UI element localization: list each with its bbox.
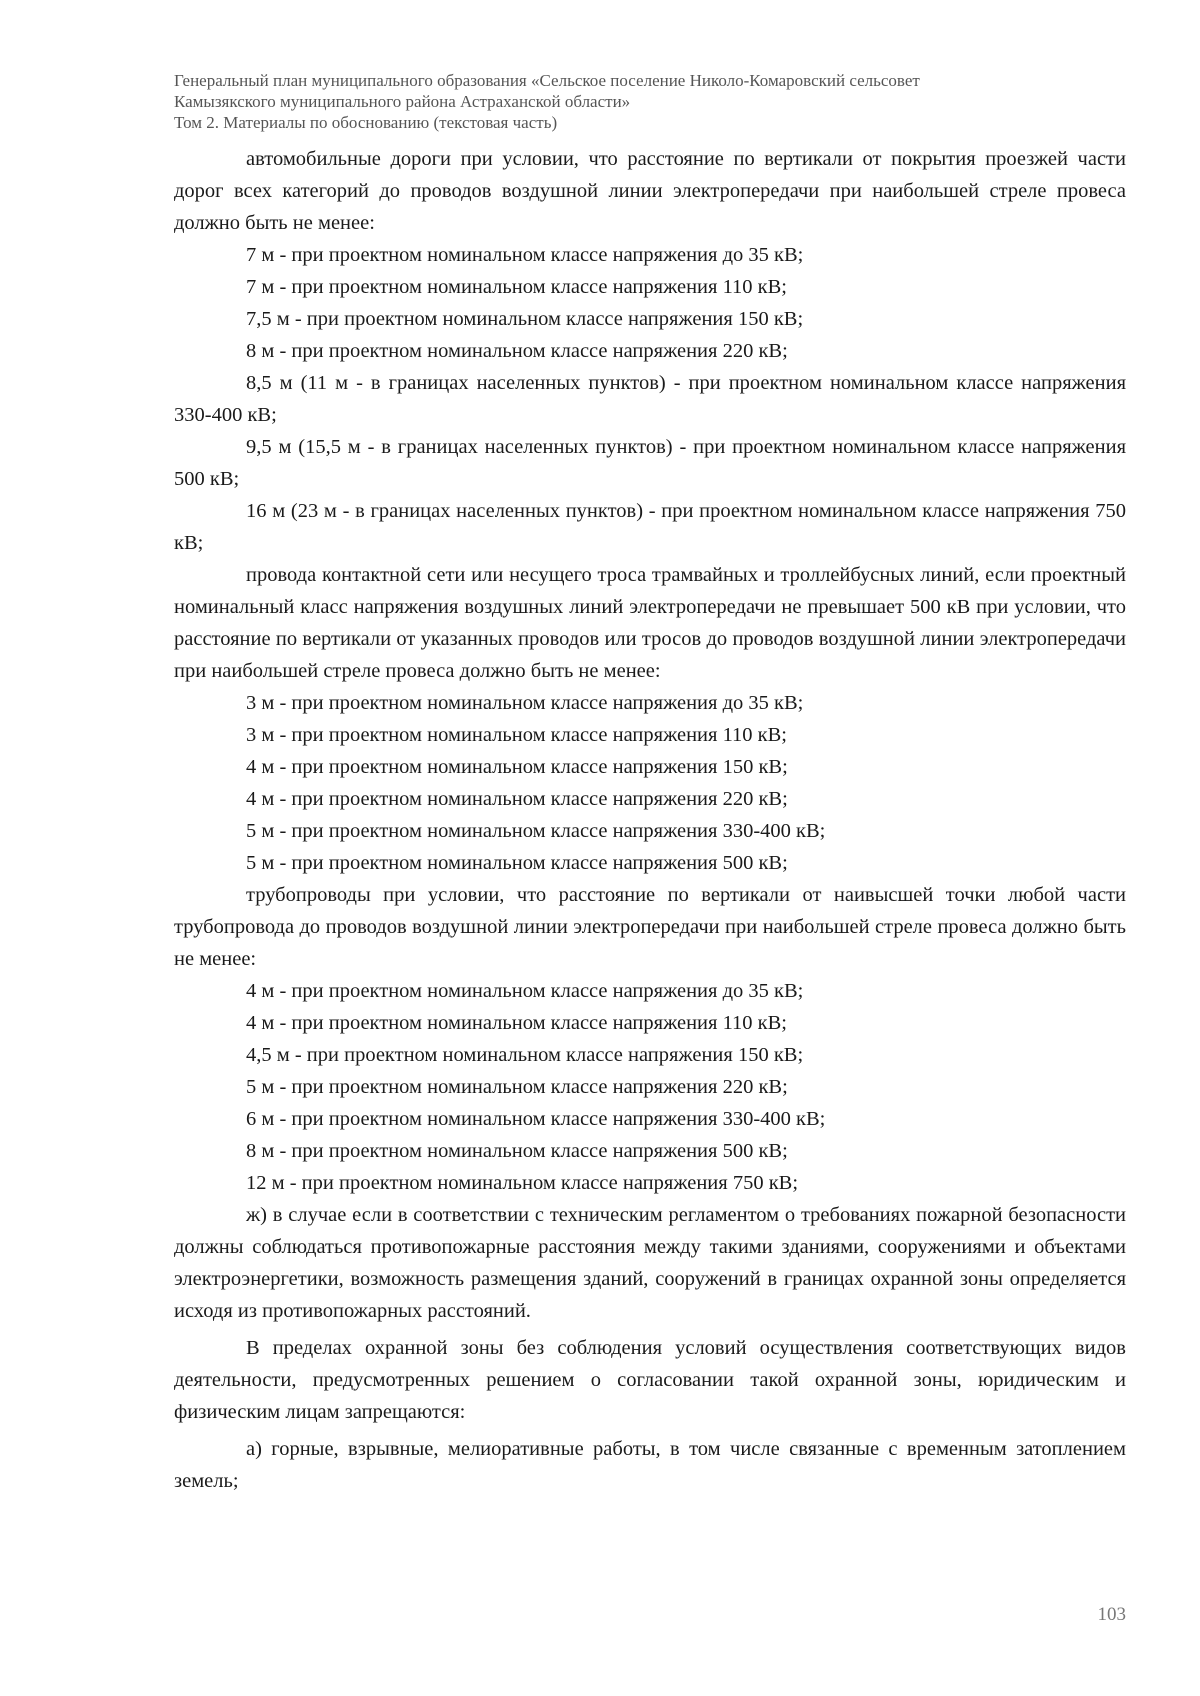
list-item: 3 м - при проектном номинальном классе напряжения 110 кВ; xyxy=(246,724,788,746)
header-line-1: Генеральный план муниципального образования «Сельское поселение Николо-Комаровский сельсовет xyxy=(174,71,920,90)
list-item: 5 м - при проектном номинальном классе напряжения 330-400 кВ; xyxy=(246,820,826,842)
paragraph-mining-works: а) горные, взрывные, мелиоративные работы, в том числе связанные с временным затоплением земель; xyxy=(174,1438,1126,1492)
list-item: 4 м - при проектном номинальном классе напряжения 110 кВ; xyxy=(246,1012,788,1034)
list-item: 7,5 м - при проектном номинальном классе напряжения 150 кВ; xyxy=(246,308,804,330)
document-header xyxy=(174,70,1126,133)
list-item: 12 м - при проектном номинальном классе напряжения 750 кВ; xyxy=(246,1172,799,1194)
list-item: 4,5 м - при проектном номинальном классе напряжения 150 кВ; xyxy=(246,1044,804,1066)
paragraph-prohibitions: В пределах охранной зоны без соблюдения условий осуществления соответствующих видов деятельности, предусмотренных решением о согласовании такой охранной зоны, юридическим и физическим лицам запрещаются: xyxy=(174,1337,1126,1423)
list-item: 8 м - при проектном номинальном классе напряжения 220 кВ; xyxy=(246,340,788,362)
page-number: 103 xyxy=(1097,1604,1126,1625)
paragraph-contact-network: провода контактной сети или несущего троса трамвайных и троллейбусных линий, если проектный номинальный класс напряжения воздушных линий электропередачи не превышает 500 кВ при условии, что расстояние по вертикали от указанных проводов или тросов до проводов воздушной линии электропередачи при наибольшей стреле провеса должно быть не менее: xyxy=(174,564,1126,682)
header-line-3: Том 2. Материалы по обоснованию (текстовая часть) xyxy=(174,113,558,132)
list-item: 5 м - при проектном номинальном классе напряжения 500 кВ; xyxy=(246,852,788,874)
list-item: 4 м - при проектном номинальном классе напряжения 150 кВ; xyxy=(246,756,788,778)
list-item: 5 м - при проектном номинальном классе напряжения 220 кВ; xyxy=(246,1076,788,1098)
list-item: 8,5 м (11 м - в границах населенных пунктов) - при проектном номинальном классе напряжения 330-400 кВ; xyxy=(174,372,1126,426)
list-item: 3 м - при проектном номинальном классе напряжения до 35 кВ; xyxy=(246,692,804,714)
list-item: 6 м - при проектном номинальном классе напряжения 330-400 кВ; xyxy=(246,1108,826,1130)
list-item: 16 м (23 м - в границах населенных пунктов) - при проектном номинальном классе напряжения 750 кВ; xyxy=(174,500,1126,554)
list-item: 9,5 м (15,5 м - в границах населенных пунктов) - при проектном номинальном классе напряжения 500 кВ; xyxy=(174,436,1126,490)
document-body xyxy=(174,143,1126,1497)
paragraph-roads-intro: автомобильные дороги при условии, что расстояние по вертикали от покрытия проезжей части дорог всех категорий до проводов воздушной линии электропередачи при наибольшей стреле провеса должно быть не менее: xyxy=(174,148,1126,234)
paragraph-pipelines: трубопроводы при условии, что расстояние по вертикали от наивысшей точки любой части трубопровода до проводов воздушной линии электропередачи при наибольшей стреле провеса должно быть не менее: xyxy=(174,884,1126,970)
list-item: 8 м - при проектном номинальном классе напряжения 500 кВ; xyxy=(246,1140,788,1162)
list-item: 4 м - при проектном номинальном классе напряжения до 35 кВ; xyxy=(246,980,804,1002)
header-line-2: Камызякского муниципального района Астраханской области» xyxy=(174,92,631,111)
list-item: 7 м - при проектном номинальном классе напряжения до 35 кВ; xyxy=(246,244,804,266)
paragraph-fire-safety: ж) в случае если в соответствии с техническим регламентом о требованиях пожарной безопасности должны соблюдаться противопожарные расстояния между такими зданиями, сооружениями и объектами электроэнергетики, возможность размещения зданий, сооружений в границах охранной зоны определяется исходя из противопожарных расстояний. xyxy=(174,1204,1126,1322)
list-item: 4 м - при проектном номинальном классе напряжения 220 кВ; xyxy=(246,788,788,810)
list-item: 7 м - при проектном номинальном классе напряжения 110 кВ; xyxy=(246,276,788,298)
